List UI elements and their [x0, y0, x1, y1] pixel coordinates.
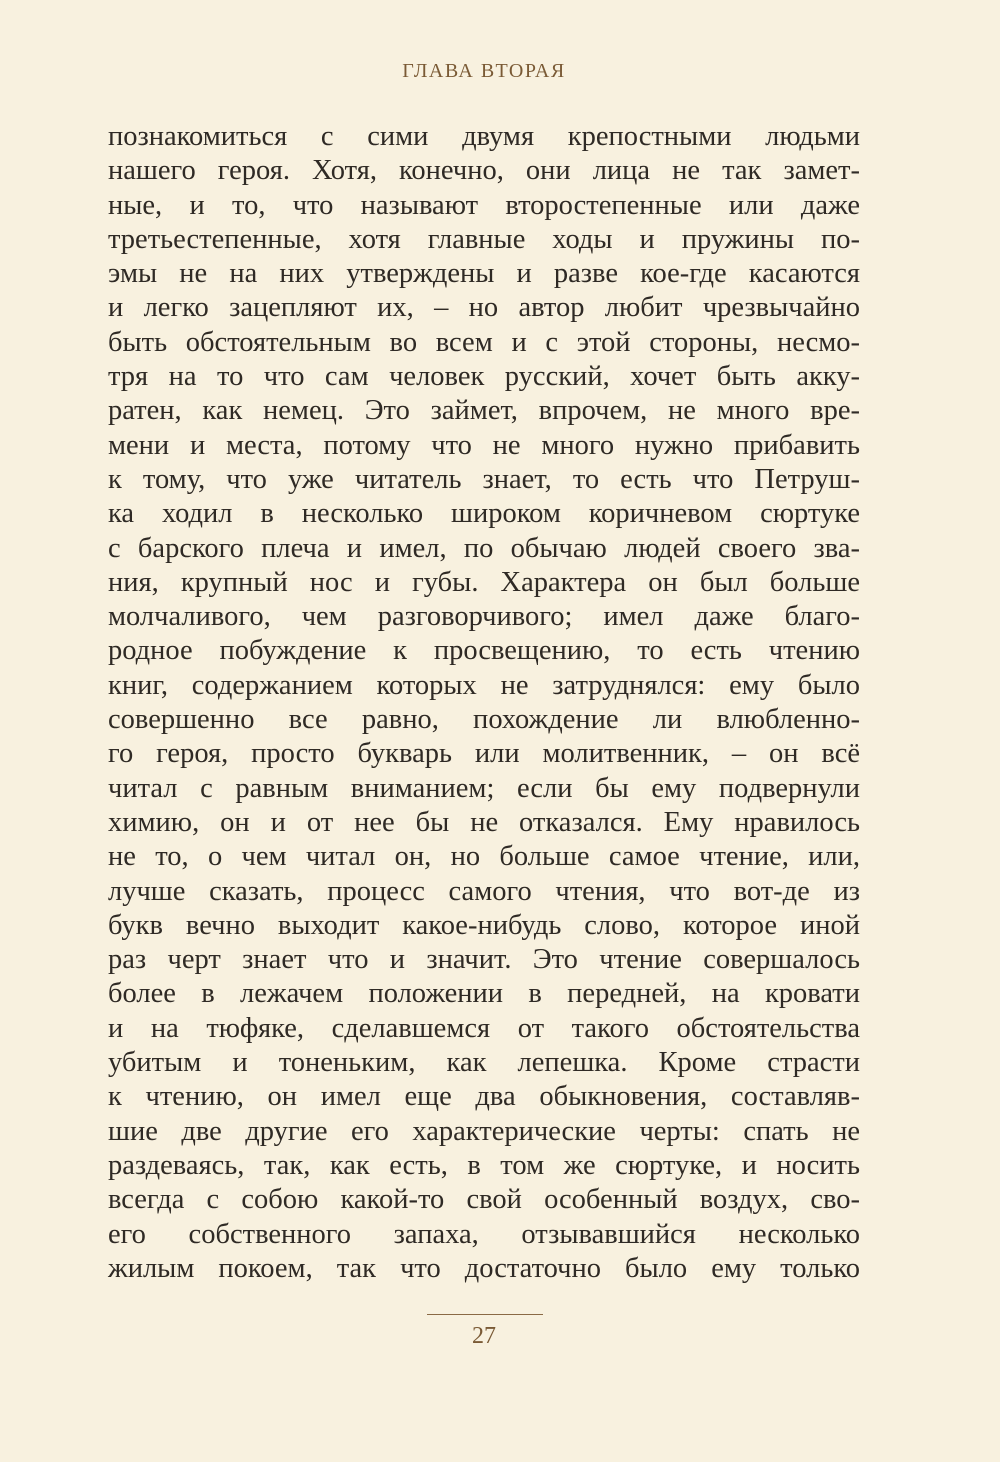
text-line: го героя, просто букварь или молитвенник, – он всё	[108, 738, 860, 770]
text-line: к чтению, он имел еще два обыкновения, составляв-	[108, 1081, 860, 1113]
text-line: с барского плеча и имел, по обычаю людей своего зва-	[108, 532, 860, 564]
text-line: его собственного запаха, отзывавшийся несколько	[108, 1218, 860, 1250]
text-line: убитым и тоненьким, как лепешка. Кроме страсти	[108, 1047, 860, 1079]
text-line: эмы не на них утверждены и разве кое-где касаются	[108, 258, 860, 290]
text-line: быть обстоятельным во всем и с этой стороны, несмо-	[108, 326, 860, 358]
text-line: тря на то что сам человек русский, хочет быть акку-	[108, 361, 860, 393]
footer-rule	[427, 1314, 543, 1315]
page-number: 27	[472, 1323, 496, 1349]
text-line: ка ходил в несколько широком коричневом сюртуке	[108, 498, 860, 530]
text-line: жилым покоем, так что достаточно было ему только	[108, 1252, 860, 1284]
text-line: третьестепенные, хотя главные ходы и пружины по-	[108, 223, 860, 255]
text-line: более в лежачем положении в передней, на кровати	[108, 978, 860, 1010]
chapter-running-head: ГЛАВА ВТОРАЯ	[402, 60, 566, 82]
text-line: букв вечно выходит какое-нибудь слово, которое иной	[108, 909, 860, 941]
text-line: читал с равным вниманием; если бы ему подвернули	[108, 772, 860, 804]
text-line: родное побуждение к просвещению, то есть чтению	[108, 635, 860, 667]
text-line: к тому, что уже читатель знает, то есть что Петруш-	[108, 463, 860, 495]
text-line: раздеваясь, так, как есть, в том же сюртуке, и носить	[108, 1149, 860, 1181]
text-line: лучше сказать, процесс самого чтения, что вот-де из	[108, 875, 860, 907]
text-line: познакомиться с сими двумя крепостными людьми	[108, 121, 860, 152]
text-line: химию, он и от нее бы не отказался. Ему нравилось	[108, 806, 860, 838]
text-line: и легко зацепляют их, – но автор любит чрезвычайно	[108, 292, 860, 324]
text-line: не то, о чем читал он, но больше самое чтение, или,	[108, 841, 860, 873]
text-line: ные, и то, что называют второстепенные или даже	[108, 189, 860, 221]
text-line: мени и места, потому что не много нужно прибавить	[108, 429, 860, 461]
text-line: раз черт знает что и значит. Это чтение совершалось	[108, 944, 860, 976]
text-line: ния, крупный нос и губы. Характера он был больше	[108, 566, 860, 598]
text-line: и на тюфяке, сделавшемся от такого обстоятельства	[108, 1012, 860, 1044]
text-line: шие две другие его характерические черты: спать не	[108, 1115, 860, 1147]
text-line: совершенно все равно, похождение ли влюбленно-	[108, 704, 860, 736]
text-line: молчаливого, чем разговорчивого; имел даже благо-	[108, 601, 860, 633]
text-line: нашего героя. Хотя, конечно, они лица не так замет-	[108, 155, 860, 187]
text-line: ратен, как немец. Это займет, впрочем, не много вре-	[108, 395, 860, 427]
text-line: всегда с собою какой-то свой особенный воздух, сво-	[108, 1184, 860, 1216]
text-line: книг, содержанием которых не затруднялся: ему было	[108, 669, 860, 701]
body-text	[108, 120, 860, 1286]
